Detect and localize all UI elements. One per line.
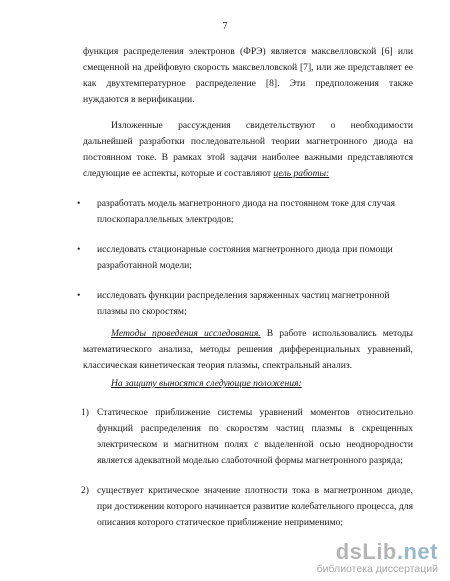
watermark-subtitle: библиотека диссертаций xyxy=(316,563,438,575)
bullet-list-aims xyxy=(83,196,413,320)
defense-heading-text: На защиту выносятся следующие положения: xyxy=(111,378,302,389)
methods-label: Методы проведения исследования. xyxy=(111,328,261,339)
bullet-item: • исследовать стационарные состояния магнетронного диода при помощи разработанной модели; xyxy=(83,242,413,274)
watermark-logo: dsLib.net xyxy=(335,539,438,564)
paragraph-frje xyxy=(83,44,413,108)
paragraph-reasoning-text xyxy=(83,118,413,182)
paragraph-reasoning xyxy=(83,118,413,182)
paragraph-methods-text xyxy=(83,326,413,374)
bullet-item: • разработать модель магнетронного диода на постоянном токе для случая плоскопараллельных электродов; xyxy=(83,196,413,228)
page-number: 7 xyxy=(222,21,228,32)
numbered-list-defense xyxy=(83,405,413,531)
bullet-item: • исследовать функции распределения заряженных частиц магнетронной плазмы по скоростям; xyxy=(83,288,413,320)
numbered-item xyxy=(83,483,413,531)
numbered-item-label: 2) xyxy=(81,485,89,496)
paragraph-frje-text: функция распределения электронов (ФРЭ) является максвелловской [6] или смещенной на дрейфовую скорость максвелловской [7], или же представляет ее как двухтемпературное распределение [8]. Эти предположения также нуждаются в верификации. xyxy=(83,46,413,105)
numbered-item-label: 1) xyxy=(81,407,89,418)
defense-heading xyxy=(83,376,413,392)
numbered-item-text: существует критическое значение плотности тока в магнетронном диоде, при достижении которого начинается развитие колебательного процесса, для описания которого статическое приближение неприменимо; xyxy=(97,485,413,528)
methods-text: В работе использовались методы математического анализа, методы решения дифференциальных уравнений, классическая кинетическая теория плазмы, спектральный анализ. xyxy=(83,328,413,371)
reasoning-text: Изложенные рассуждения свидетельствуют о необходимости дальнейшей разработки последовательной теории магнетронного диода на постоянном токе. В рамках этой задачи наиболее важными представляются следующие ее аспекты, которые и составляют xyxy=(83,120,413,179)
numbered-item xyxy=(83,405,413,469)
numbered-item-text: Статическое приближение системы уравнений моментов относительно функций распределения по скоростям частиц плазмы в скрещенных электрическом и магнитном полях с выделенной осью неоднородности является адекватной моделью слаботочной формы магнетронного разряда; xyxy=(97,407,413,466)
goal-label: цель работы: xyxy=(273,168,330,179)
watermark xyxy=(317,541,438,575)
paragraph-methods xyxy=(83,326,413,374)
